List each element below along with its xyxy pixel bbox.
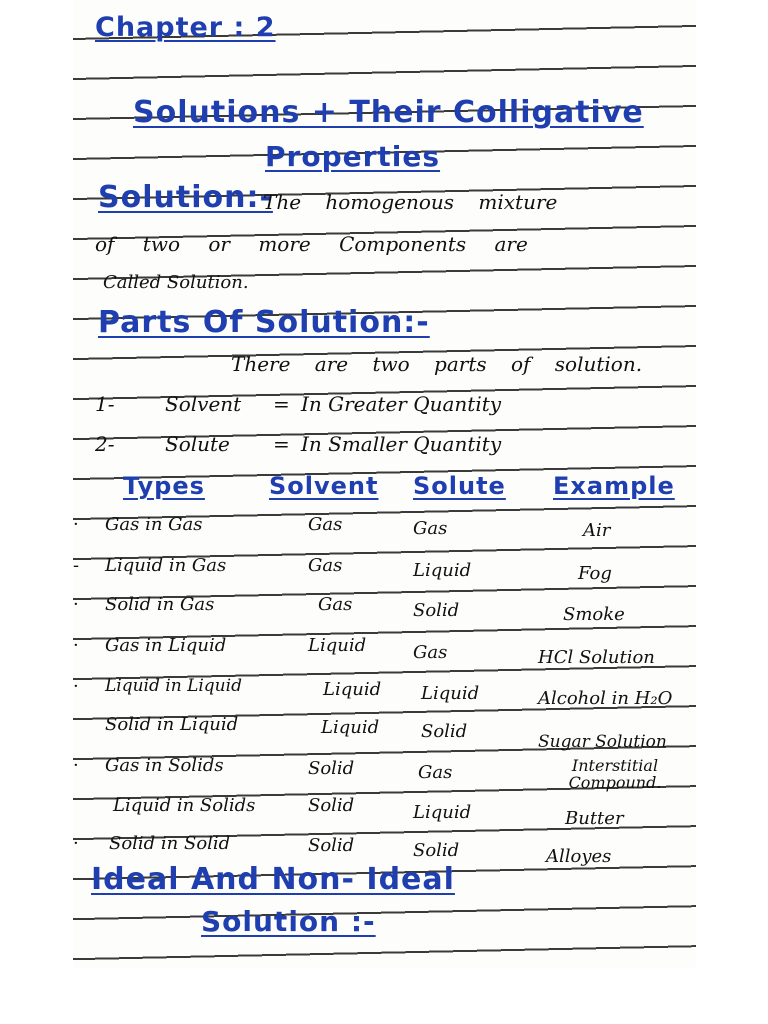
- part-description: In Smaller Quantity: [301, 432, 502, 456]
- solution-heading: Solution:-: [98, 180, 273, 215]
- row-type: Gas in Solids: [105, 755, 224, 776]
- header-solvent: Solvent: [269, 472, 379, 500]
- row-solvent: Gas: [308, 555, 343, 576]
- row-example: Fog: [578, 563, 612, 584]
- bullet-mark: ·: [73, 833, 79, 854]
- row-type: Solid in Gas: [105, 594, 215, 615]
- row-solute: Liquid: [413, 560, 472, 581]
- row-solvent: Gas: [308, 514, 343, 535]
- bullet-mark: -: [73, 555, 80, 576]
- definition-line2: of two or more Components are: [95, 232, 528, 256]
- row-type: Solid in Liquid: [105, 714, 239, 735]
- row-solute: Solid: [413, 600, 460, 621]
- row-solute: Gas: [413, 518, 448, 539]
- parts-heading: Parts Of Solution:-: [98, 305, 430, 340]
- bullet-mark: ·: [73, 676, 79, 697]
- row-example: Smoke: [563, 604, 625, 625]
- row-example: Alcohol in H₂O: [538, 688, 673, 709]
- bullet-mark: ·: [73, 594, 79, 615]
- part-description: In Greater Quantity: [301, 392, 502, 416]
- row-solute: Gas: [418, 762, 453, 783]
- row-example: HCl Solution: [538, 647, 655, 668]
- part-name: Solvent: [165, 392, 242, 416]
- row-solvent: Liquid: [308, 635, 367, 656]
- row-type: Solid in Solid: [109, 833, 231, 854]
- ideal-heading: Ideal And Non- Ideal: [91, 862, 455, 897]
- row-type: Liquid in Gas: [105, 555, 227, 576]
- definition-line1: The homogenous mixture: [263, 190, 558, 214]
- row-type: Liquid in Liquid: [105, 676, 242, 696]
- ideal-subheading: Solution :-: [201, 905, 376, 938]
- notebook-page: [73, 0, 696, 968]
- row-type: Liquid in Solids: [113, 795, 256, 816]
- part-equals: =: [273, 432, 290, 456]
- bullet-mark: ·: [73, 514, 79, 535]
- part-equals: =: [273, 392, 290, 416]
- part-number: 1-: [95, 392, 115, 416]
- row-solvent: Solid: [308, 835, 355, 856]
- row-example: Alloyes: [546, 846, 612, 867]
- row-type: Gas in Gas: [105, 514, 203, 535]
- definition-line3: Called Solution.: [103, 272, 249, 293]
- header-types: Types: [123, 472, 205, 500]
- part-number: 2-: [95, 432, 115, 456]
- row-solvent: Liquid: [321, 717, 380, 738]
- row-example: Air: [583, 520, 611, 541]
- row-solvent: Solid: [308, 795, 355, 816]
- header-example: Example: [553, 472, 675, 500]
- row-solute: Solid: [421, 721, 468, 742]
- parts-intro: There are two parts of solution.: [231, 352, 643, 376]
- main-title-line1: Solutions + Their Colligative: [133, 95, 644, 130]
- row-solute: Liquid: [421, 683, 480, 704]
- row-solute: Liquid: [413, 802, 472, 823]
- chapter-title: Chapter : 2: [95, 12, 276, 43]
- part-name: Solute: [165, 432, 230, 456]
- row-solute: Gas: [413, 642, 448, 663]
- row-solvent: Liquid: [323, 679, 382, 700]
- row-example: Butter: [565, 808, 624, 829]
- bullet-mark: ·: [73, 635, 79, 656]
- row-solute: Solid: [413, 840, 460, 861]
- header-solute: Solute: [413, 472, 506, 500]
- row-example: Sugar Solution: [538, 732, 667, 752]
- bullet-mark: ·: [73, 755, 79, 776]
- row-example: Interstitial Compound.: [568, 756, 662, 792]
- main-title-line2: Properties: [265, 140, 441, 173]
- row-type: Gas in Liquid: [105, 635, 227, 656]
- row-solvent: Gas: [318, 594, 353, 615]
- row-solvent: Solid: [308, 758, 355, 779]
